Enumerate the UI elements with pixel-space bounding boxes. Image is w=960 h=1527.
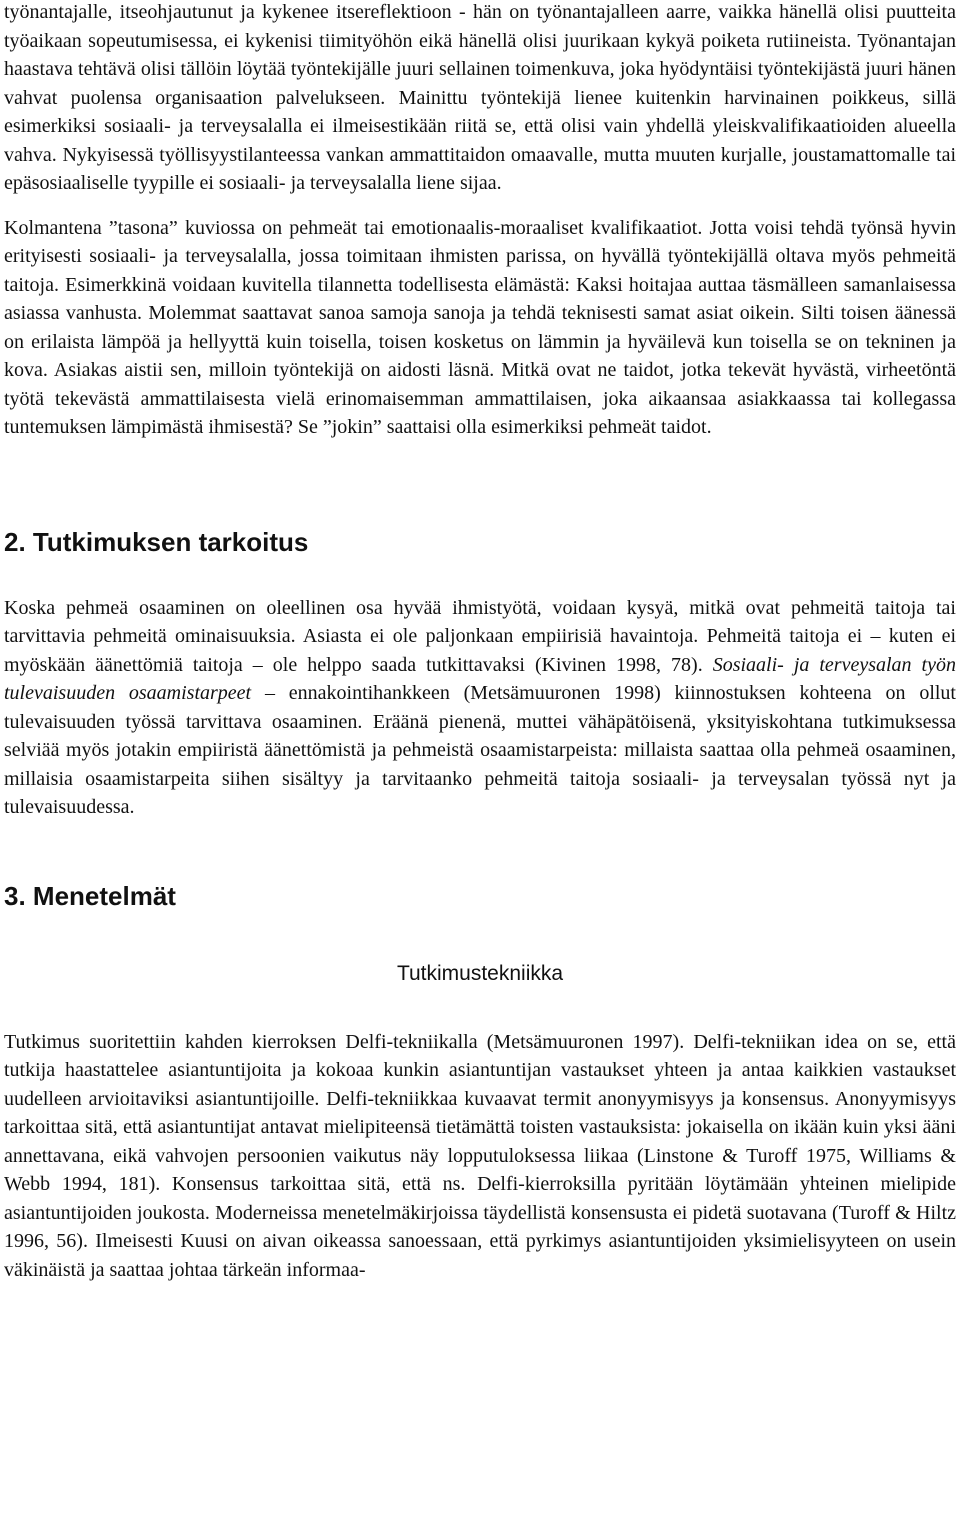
paragraph-research-purpose bbox=[4, 594, 956, 822]
heading-research-purpose: 2. Tutkimuksen tarkoitus bbox=[4, 526, 309, 557]
paragraph-research-purpose-italic-title: Sosiaali- ja terveysalan työn tulevaisuuden osaamistarpeet bbox=[4, 653, 956, 704]
heading-methods: 3. Menetelmät bbox=[4, 880, 176, 911]
paragraph-soft-qualifications: Kolmantena ”tasona” kuviossa on pehmeät tai emotionaalis-moraaliset kvalifikaatiot. Jotta voisi tehdä työnsä hyvin erityisesti sosiaali- ja terveysalalla, jossa toimitaan ihmisten parissa, on hyvällä työntekijällä oltava myös pehmeitä taitoja. Esimerkkinä voidaan kuvitella tilannetta todellisesta elämästä: Kaksi hoitajaa auttaa täsmälleen samanlaisessa asiassa vanhusta. Molemmat saattavat sanoa samoja sanoja ja tehdä teknisesti samat asiat oikein. Silti toisen äänessä on erilaista lämpöä ja hellyyttä kuin toisella, toisen kosketus on lämmin ja hyväilevä kun toisella se on tekninen ja kova. Asiakas aistii sen, milloin työntekijä on aidosti läsnä. Mitkä ovat ne taidot, jotka tekevät hyvästä, virheetöntä työtä tekevästä ammattilaisesta vielä erinomaisemman ammattilaisen, joka aikaansaa asiakkaassa tai kollegassa tuntemuksen lämpimästä ihmisestä? Se ”jokin” saattaisi olla esimerkiksi pehmeät taidot. bbox=[4, 216, 956, 438]
paragraph-employer-treasure: työnantajalle, itseohjautunut ja kykenee itsereflektioon - hän on työnantajalleen aarre, vaikka hänellä olisi puutteita työaikaan sopeutumisessa, ei kykenisi tiimityöhön eikä hänellä olisi juurikaan kykyä poiketa rutiineista. Työnantajan haastava tehtävä olisi tällöin löytää työntekijälle juuri sellainen toimenkuva, joka hyödyntäisi työntekijästä juuri hänen vahvat puolensa organisaation palvelukseen. Mainittu työntekijä lienee kuitenkin harvinainen poikkeus, sillä esimerkiksi sosiaali- ja terveysalalla ei ilmeisestikään riitä se, että olisi vain yhdellä yleiskvalifikaatioiden alueella vahva. Nykyisessä työllisyystilanteessa vankan ammattitaidon omaavalle, mutta muuten kurjalle, joustamattomalle tai epäsosiaaliselle tyypille ei sosiaali- ja terveysalalla liene sijaa. bbox=[4, 1, 956, 194]
paragraph-research-purpose-part-b: – ennakointihankkeen (Metsämuuronen 1998) kiinnostuksen kohteena on ollut tulevaisuuden työssä tarvittava osaaminen. Eräänä pienenä, muttei vähäpätöisenä, yksityiskohtana tutkimuksessa selviää myös jotakin empiiristä äänettömistä ja pehmeistä osaamistarpeista: millaista saattaa olla pehmeä osaaminen, millaisia osaamistarpeita siihen sisältyy ja tarvitaanko pehmeitä taitoja sosiaali- ja terveysalan työssä nyt ja tulevaisuudessa. bbox=[4, 682, 956, 818]
heading-research-technique: Tutkimustekniikka bbox=[396, 961, 564, 985]
paragraph-delphi-technique: Tutkimus suoritettiin kahden kierroksen Delfi-tekniikalla (Metsämuuronen 1997). Delfi-tekniikan idea on se, että tutkija haastattelee asiantuntijoita ja kokoaa kunkin asiantuntijan vastaukset yhteen ja antaa kaikkien vastaukset uudelleen arvioitaviksi asiantuntijoille. Delfi-tekniikkaa kuvaavat termit anonyymisyys ja konsensus. Anonyymisyys tarkoittaa sitä, että asiantuntijat antavat mielipiteensä tietämättä toisten vastauksista: jokaisella on ikään kuin yksi ääni annettavana, eikä vahvojen persoonien vaikutus näy lopputuloksessa liikaa (Linstone & Turoff 1975, Williams & Webb 1994, 181). Konsensus tarkoittaa sitä, että ns. Delfi-kierroksilla pyritään löytämään yhteinen mielipide asiantuntijoiden joukosta. Moderneissa menetelmäkirjoissa täydellistä konsensusta ei pidetä suotavana (Turoff & Hiltz 1996, 56). Ilmeisesti Kuusi on aivan oikeassa sanoessaan, että pyrkimys asiantuntijoiden yksimielisyyteen on usein väkinäistä ja saattaa johtaa tärkeän informaa- bbox=[4, 1030, 956, 1281]
paragraph-research-purpose-part-a: Koska pehmeä osaaminen on oleellinen osa hyvää ihmistyötä, voidaan kysyä, mitkä ovat pehmeitä taitoja tai tarvittavia pehmeitä ominaisuuksia. Asiasta ei ole paljonkaan empiirisiä havaintoja. Pehmeitä taitoja ei – kuten ei myöskään äänettömiä taitoja – ole helppo saada tutkittavaksi (Kivinen 1998, 78). bbox=[4, 596, 956, 676]
